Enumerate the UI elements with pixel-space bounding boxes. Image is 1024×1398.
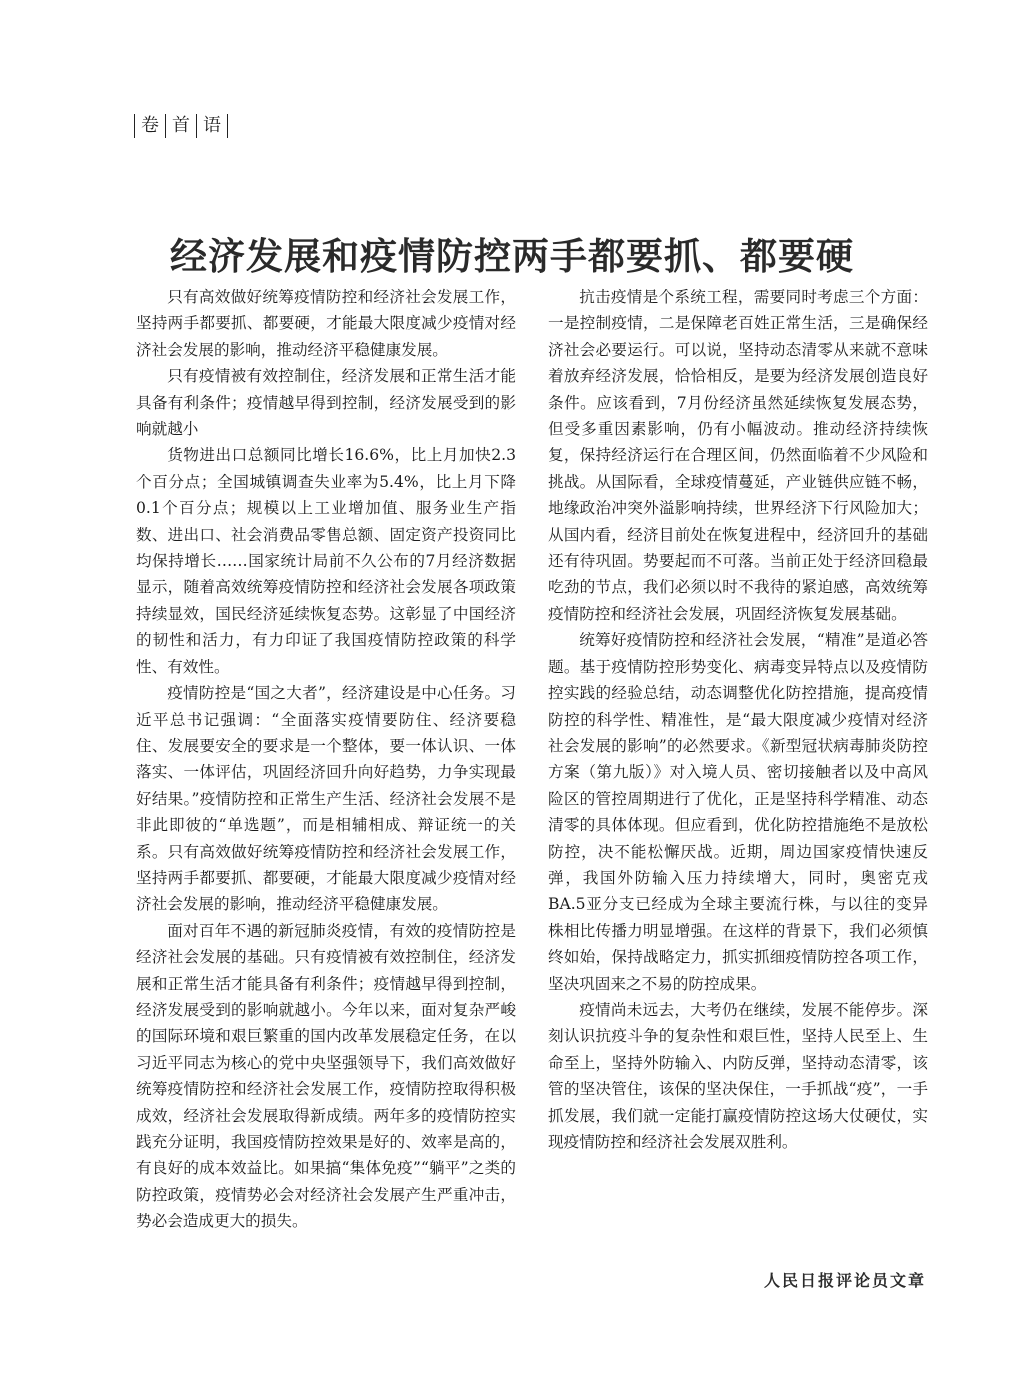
- paragraph: 只有疫情被有效控制住，经济发展和正常生活才能具备有利条件；疫情越早得到控制，经济发展受到的影响就越小: [136, 367, 516, 439]
- paragraph: 只有高效做好统筹疫情防控和经济社会发展工作，坚持两手都要抓、都要硬，才能最大限度减少疫情对经济社会发展的影响，推动经济平稳健康发展。: [136, 288, 516, 359]
- paragraph: 面对百年不遇的新冠肺炎疫情，有效的疫情防控是经济社会发展的基础。只有疫情被有效控制住，经济发展和正常生活才能具备有利条件；疫情越早得到控制，经济发展受到的影响就越小。今年以来，面对复杂严峻的国际环境和艰巨繁重的国内改革发展稳定任务，在以习近平同志为核心的党中央坚强领导下，我们高效做好统筹疫情防控和经济社会发展工作，疫情防控取得积极成效，经济社会发展取得新成绩。两年多的疫情防控实践充分证明，我国疫情防控效果是好的、效率是高的，有良好的成本效益比。如果搞“集体免疫”“躺平”之类的防控政策，疫情势必会对经济社会发展产生严重冲击，势必会造成更大的损失。: [136, 921, 516, 1231]
- section-tag-char: 语: [203, 115, 221, 136]
- right-column: [548, 284, 928, 1155]
- section-tag: [134, 113, 228, 139]
- paragraph: 抗击疫情是个系统工程，需要同时考虑三个方面：一是控制疫情，二是保障老百姓正常生活，三是确保经济社会必要运行。可以说，坚持动态清零从来就不意味着放弃经济发展，恰恰相反，是要为经济发展创造良好条件。应该看到，7月份经济虽然延续恢复发展态势，但受多重因素影响，仍有小幅波动。推动经济持续恢复，保持经济运行在合理区间，仍然面临着不少风险和挑战。从国际看，全球疫情蔓延，产业链供应链不畅，地缘政治冲突外溢影响持续，世界经济下行风险加大；从国内看，经济目前处在恢复进程中，经济回升的基础还有待巩固。势要起而不可落。当前正处于经济回稳最吃劲的节点，我们必须以时不我待的紧迫感，高效统筹疫情防控和经济社会发展，巩固经济恢复发展基础。: [548, 288, 928, 623]
- section-tag-divider: [227, 114, 228, 138]
- section-tag-char: 卷: [141, 115, 159, 136]
- byline: 人民日报评论员文章: [763, 1271, 926, 1290]
- article-title: 经济发展和疫情防控两手都要抓、都要硬: [170, 233, 854, 278]
- paragraph: 货物进出口总额同比增长16.6%，比上月加快2.3个百分点；全国城镇调查失业率为5.4%，比上月下降0.1个百分点；规模以上工业增加值、服务业生产指数、进出口、社会消费品零售总额、固定资产投资同比均保持增长……国家统计局前不久公布的7月经济数据显示，随着高效统筹疫情防控和经济社会发展各项政策持续显效，国民经济延续恢复态势。这彰显了中国经济的韧性和活力，有力印证了我国疫情防控政策的科学性、有效性。: [136, 446, 516, 676]
- paragraph: 疫情尚未远去，大考仍在继续，发展不能停步。深刻认识抗疫斗争的复杂性和艰巨性，坚持人民至上、生命至上，坚持外防输入、内防反弹，坚持动态清零，该管的坚决管住，该保的坚决保住，一手抓战“疫”，一手抓发展，我们就一定能打赢疫情防控这场大仗硬仗，实现疫情防控和经济社会发展双胜利。: [548, 1000, 928, 1151]
- paragraph: 疫情防控是“国之大者”，经济建设是中心任务。习近平总书记强调：“全面落实疫情要防住、经济要稳住、发展要安全的要求是一个整体，要一体认识、一体落实、一体评估，巩固经济回升向好趋势，力争实现最好结果。”疫情防控和正常生产生活、经济社会发展不是非此即彼的“单选题”，而是相辅相成、辩证统一的关系。只有高效做好统筹疫情防控和经济社会发展工作，坚持两手都要抓、都要硬，才能最大限度减少疫情对经济社会发展的影响，推动经济平稳健康发展。: [136, 684, 516, 914]
- paragraph: 统筹好疫情防控和经济社会发展，“精准”是道必答题。基于疫情防控形势变化、病毒变异特点以及疫情防控实践的经验总结，动态调整优化防控措施，提高疫情防控的科学性、精准性，是“最大限度减少疫情对经济社会发展的影响”的必然要求。《新型冠状病毒肺炎防控方案（第九版）》对入境人员、密切接触者以及中高风险区的管控周期进行了优化，正是坚持科学精准、动态清零的具体体现。但应看到，优化防控措施绝不是放松防控，决不能松懈厌战。近期，周边国家疫情快速反弹，我国外防输入压力持续增大，同时，奥密克戎BA.5亚分支已经成为全球主要流行株，与以往的变异株相比传播力明显增强。在这样的背景下，我们必须慎终如始，保持战略定力，抓实抓细疫情防控各项工作，坚决巩固来之不易的防控成果。: [548, 631, 928, 993]
- section-tag-char: 首: [172, 115, 190, 136]
- left-column: [136, 284, 516, 1235]
